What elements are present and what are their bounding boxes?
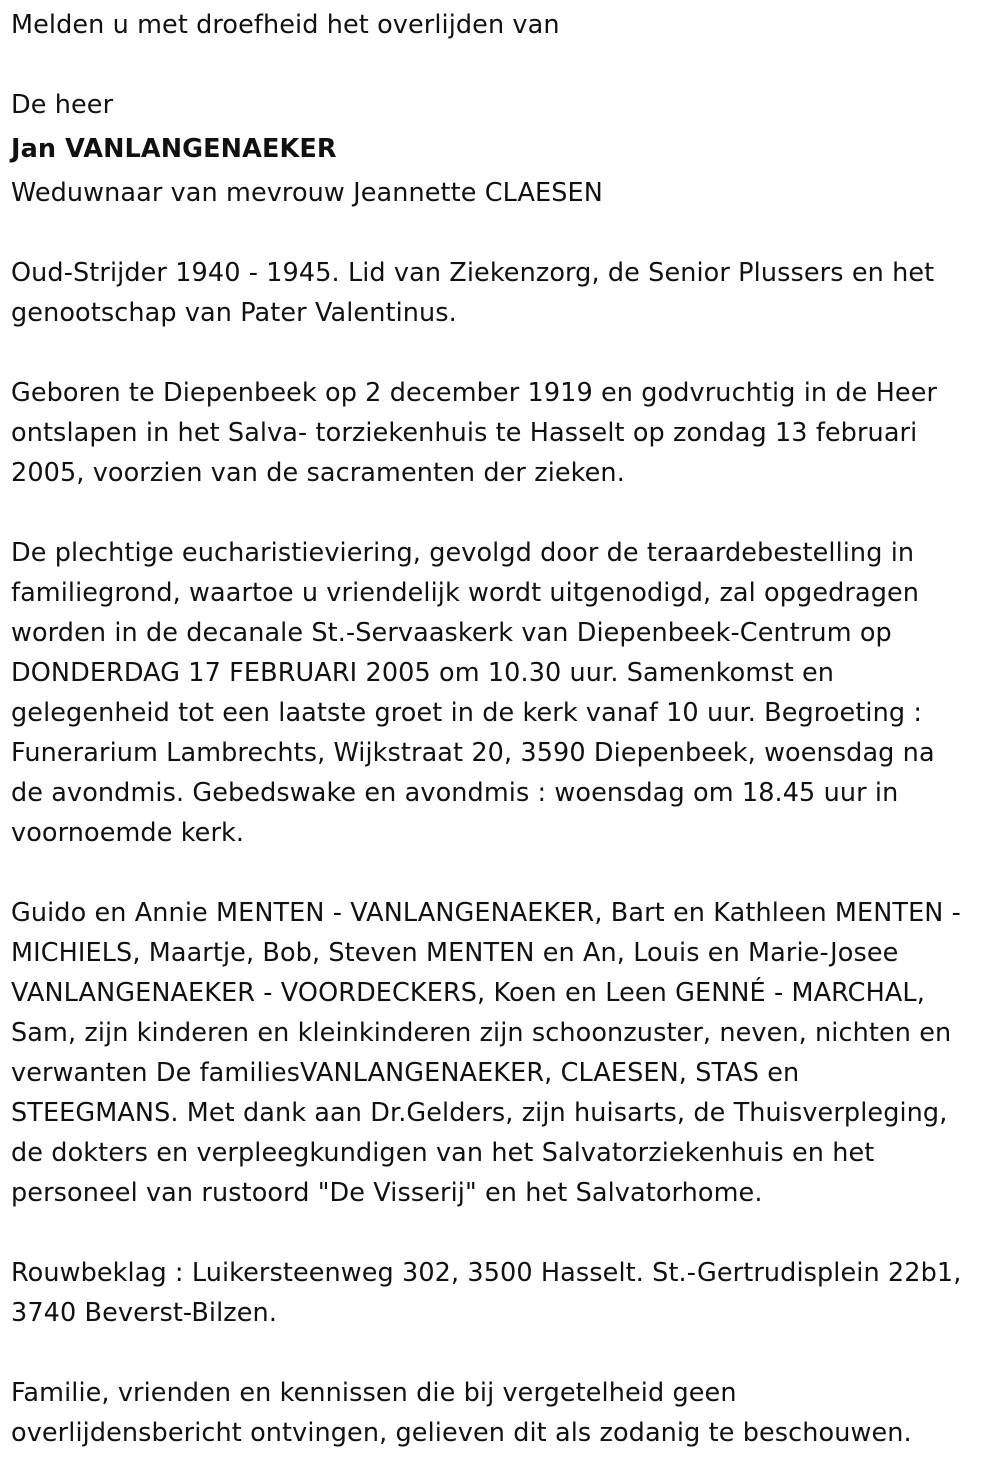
spacer [11,333,991,373]
spouse-paragraph [11,173,991,213]
family-paragraph [11,893,991,1213]
intro-text: Melden u met droefheid het overlijden van [11,10,560,40]
deceased-name: Jan VANLANGENAEKER [11,134,337,164]
spacer [11,213,991,253]
condolence-paragraph [11,1253,991,1333]
closing-paragraph [11,1373,991,1453]
honorific-paragraph [11,85,991,125]
condolence-line: Rouwbeklag : Luikersteenweg 302, 3500 Hasselt. St.-Gertrudisplein 22b1, [11,1258,962,1288]
ceremony-line: DONDERDAG 17 FEBRUARI 2005 om 10.30 uur. Samenkomst en [11,658,835,688]
condolence-line: 3740 Beverst-Bilzen. [11,1298,278,1328]
spacer [11,1333,991,1373]
closing-line: overlijdensbericht ontvingen, gelieven dit als zodanig te beschouwen. [11,1418,912,1448]
birth-death-paragraph [11,373,991,493]
birth-death-line: Geboren te Diepenbeek op 2 december 1919 en godvruchtig in de Heer [11,378,938,408]
family-line: Sam, zijn kinderen en kleinkinderen zijn schoonzuster, neven, nichten en [11,1018,952,1048]
intro-paragraph [11,5,991,45]
family-line: de dokters en verpleegkundigen van het Salvatorziekenhuis en het [11,1138,875,1168]
spacer [11,493,991,533]
family-line: verwanten De familiesVANLANGENAEKER, CLAESEN, STAS en [11,1058,800,1088]
ceremony-line: de avondmis. Gebedswake en avondmis : woensdag om 18.45 uur in [11,778,899,808]
family-line: MICHIELS, Maartje, Bob, Steven MENTEN en An, Louis en Marie-Josee [11,938,899,968]
deceased-name-paragraph [11,125,991,173]
closing-line: Familie, vrienden en kennissen die bij vergetelheid geen [11,1378,737,1408]
bio-line: genootschap van Pater Valentinus. [11,298,457,328]
spacer [11,45,991,85]
ceremony-line: familiegrond, waartoe u vriendelijk wordt uitgenodigd, zal opgedragen [11,578,920,608]
ceremony-line: worden in de decanale St.-Servaaskerk van Diepenbeek-Centrum op [11,618,892,648]
birth-death-line: 2005, voorzien van de sacramenten der zieken. [11,458,625,488]
family-line: STEEGMANS. Met dank aan Dr.Gelders, zijn huisarts, de Thuisverpleging, [11,1098,948,1128]
spouse-text: Weduwnaar van mevrouw Jeannette CLAESEN [11,178,603,208]
spacer [11,1213,991,1253]
ceremony-paragraph [11,533,991,853]
honorific-text: De heer [11,90,114,120]
ceremony-line: voornoemde kerk. [11,818,245,848]
family-line: VANLANGENAEKER - VOORDECKERS, Koen en Leen GENNÉ - MARCHAL, [11,978,925,1008]
ceremony-line: gelegenheid tot een laatste groet in de kerk vanaf 10 uur. Begroeting : [11,698,923,728]
family-line: Guido en Annie MENTEN - VANLANGENAEKER, Bart en Kathleen MENTEN - [11,898,961,928]
bio-line: Oud-Strijder 1940 - 1945. Lid van Ziekenzorg, de Senior Plussers en het [11,258,935,288]
birth-death-line: ontslapen in het Salva- torziekenhuis te Hasselt op zondag 13 februari [11,418,918,448]
family-line: personeel van rustoord "De Visserij" en het Salvatorhome. [11,1178,763,1208]
ceremony-line: De plechtige eucharistieviering, gevolgd door de teraardebestelling in [11,538,915,568]
ceremony-line: Funerarium Lambrechts, Wijkstraat 20, 3590 Diepenbeek, woensdag na [11,738,935,768]
bio-paragraph [11,253,991,333]
death-notice [11,0,991,1453]
spacer [11,853,991,893]
